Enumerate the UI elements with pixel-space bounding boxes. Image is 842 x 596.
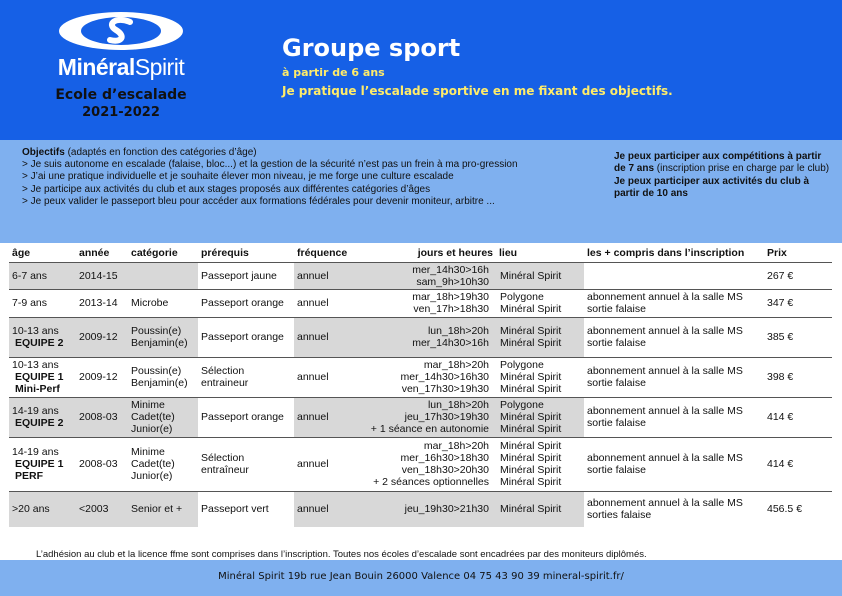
categorie-line: Senior et + xyxy=(131,503,183,516)
cell-plus xyxy=(584,491,764,527)
plus-line: abonnement annuel à la salle MS xyxy=(587,452,743,464)
cell-prerequis xyxy=(198,317,294,357)
plus-line: sorties falaise xyxy=(587,509,652,522)
tagline: Je pratique l’escalade sportive en me fixant des objectifs. xyxy=(282,84,673,98)
cell-age xyxy=(9,491,76,527)
table-row xyxy=(9,437,832,491)
horaires-line: + 2 séances optionnelles xyxy=(373,476,489,488)
prerequis-line: Passeport vert xyxy=(201,503,269,516)
lieu-line: Minéral Spirit xyxy=(500,383,562,395)
logo xyxy=(36,10,206,120)
age-line: 7-9 ans xyxy=(12,297,48,309)
lieu-line: Minéral Spirit xyxy=(500,503,562,516)
categorie-line: Cadet(te) xyxy=(131,411,175,423)
cell-horaires xyxy=(364,437,496,491)
column-header: prérequis xyxy=(198,244,294,262)
cell-annee: 2009-12 xyxy=(76,317,128,357)
lieu-line: Minéral Spirit xyxy=(500,452,562,464)
column-header: fréquence xyxy=(294,244,364,262)
cell-prix: 267 € xyxy=(764,262,832,289)
cell-prix: 456.5 € xyxy=(764,491,832,527)
cell-frequence: annuel xyxy=(294,289,364,317)
cell-horaires xyxy=(364,491,496,527)
competition-notes xyxy=(614,151,834,201)
lieu-line: Minéral Spirit xyxy=(500,325,562,337)
cell-plus xyxy=(584,262,764,289)
age-subtitle: à partir de 6 ans xyxy=(282,66,385,79)
categorie-line: Cadet(te) xyxy=(131,458,175,470)
cell-prerequis xyxy=(198,491,294,527)
horaires-line: mer_14h30>16h xyxy=(412,337,489,349)
cell-annee: 2009-12 xyxy=(76,357,128,397)
cell-annee: 2008-03 xyxy=(76,437,128,491)
cell-annee: 2014-15 xyxy=(76,262,128,289)
plus-line: sortie falaise xyxy=(587,417,646,429)
horaires-line: mer_16h30>18h30 xyxy=(400,452,489,464)
horaires-line: mar_18h>19h30 xyxy=(412,291,489,303)
categorie-line: Poussin(e) xyxy=(131,325,182,337)
cell-lieu xyxy=(496,317,584,357)
table-row xyxy=(9,491,832,527)
footnote: L’adhésion au club et la licence ffme sont comprises dans l’inscription. Toutes nos écoles d’escalade sont encadrées par des moniteurs diplômés. xyxy=(36,549,647,560)
cell-prix: 385 € xyxy=(764,317,832,357)
season-label: 2021-2022 xyxy=(82,105,160,120)
cell-frequence: annuel xyxy=(294,397,364,437)
categorie-line: Benjamin(e) xyxy=(131,377,188,389)
cell-plus xyxy=(584,437,764,491)
horaires-line: + 1 séance en autonomie xyxy=(370,423,489,435)
lieu-line: Minéral Spirit xyxy=(500,476,562,488)
cell-horaires xyxy=(364,317,496,357)
cell-age xyxy=(9,317,76,357)
cell-annee: <2003 xyxy=(76,491,128,527)
table-row xyxy=(9,317,832,357)
prerequis-line: entraîneur xyxy=(201,464,249,476)
prerequis-line: Sélection xyxy=(201,365,245,377)
categorie-line: Junior(e) xyxy=(131,470,173,482)
cell-frequence: annuel xyxy=(294,317,364,357)
horaires-line: lun_18h>20h xyxy=(427,325,489,337)
column-header: jours et heures xyxy=(364,244,496,262)
cell-age xyxy=(9,289,76,317)
cell-plus xyxy=(584,289,764,317)
cell-categorie xyxy=(128,317,198,357)
lieu-line: Minéral Spirit xyxy=(500,423,562,435)
cell-frequence: annuel xyxy=(294,491,364,527)
horaires-line: mar_18h>20h xyxy=(423,359,489,371)
age-line: PERF xyxy=(15,470,44,482)
objective-item: > J’ai une pratique individuelle et je souhaite élever mon niveau, je me forge une culture escalade xyxy=(22,171,454,183)
cell-prerequis xyxy=(198,357,294,397)
categorie-line: Junior(e) xyxy=(131,423,173,435)
prerequis-line: Sélection xyxy=(201,452,245,464)
prerequis-line: Passeport orange xyxy=(201,411,284,423)
horaires-line: mar_18h>20h xyxy=(423,440,489,452)
cell-annee: 2013-14 xyxy=(76,289,128,317)
cell-plus xyxy=(584,317,764,357)
age-line: 10-13 ans xyxy=(12,325,59,337)
brand-name: MinéralSpirit xyxy=(57,54,185,80)
lieu-line: Polygone xyxy=(500,291,544,303)
school-label: Ecole d’escalade xyxy=(55,87,187,103)
age-line: EQUIPE 1 xyxy=(15,371,64,383)
cell-plus xyxy=(584,357,764,397)
cell-categorie xyxy=(128,262,198,289)
age-line: 14-19 ans xyxy=(12,446,59,458)
horaires-line: lun_18h>20h xyxy=(427,399,489,411)
plus-line: sortie falaise xyxy=(587,337,646,349)
prerequis-line: Passeport jaune xyxy=(201,269,277,282)
cell-horaires xyxy=(364,289,496,317)
cell-prix: 414 € xyxy=(764,437,832,491)
age-line: 14-19 ans xyxy=(12,405,59,417)
cell-prix: 398 € xyxy=(764,357,832,397)
column-header: catégorie xyxy=(128,244,198,262)
lieu-line: Minéral Spirit xyxy=(500,411,562,423)
cell-prix: 347 € xyxy=(764,289,832,317)
cell-categorie xyxy=(128,437,198,491)
page-title: Groupe sport xyxy=(282,34,461,62)
lieu-line: Minéral Spirit xyxy=(500,337,562,349)
horaires-line: mer_14h30>16h xyxy=(412,263,489,276)
categorie-line: Microbe xyxy=(131,297,169,309)
cell-prerequis xyxy=(198,437,294,491)
horaires-line: ven_17h30>19h30 xyxy=(401,383,489,395)
pricing-table xyxy=(9,244,832,527)
categorie-line: Minime xyxy=(131,399,165,411)
cell-prerequis xyxy=(198,289,294,317)
prerequis-line: entraineur xyxy=(201,377,249,389)
lieu-line: Polygone xyxy=(500,359,544,371)
objectives-heading: Objectifs (adaptés en fonction des catégories d’âge) xyxy=(22,147,257,158)
cell-lieu xyxy=(496,289,584,317)
table-row xyxy=(9,397,832,437)
activities-note: Je peux participer aux activités du club à partir de 10 ans xyxy=(614,175,810,200)
table-row xyxy=(9,289,832,317)
horaires-line: sam_9h>10h30 xyxy=(416,275,489,288)
cell-lieu xyxy=(496,491,584,527)
lieu-line: Minéral Spirit xyxy=(500,371,562,383)
objective-item: > Je participe aux activités du club et aux stages proposés aux différentes catégories d’âges xyxy=(22,183,431,195)
categorie-line: Benjamin(e) xyxy=(131,337,188,349)
plus-line: abonnement annuel à la salle MS xyxy=(587,497,743,510)
horaires-line: jeu_17h30>19h30 xyxy=(404,411,489,423)
cell-categorie xyxy=(128,397,198,437)
cell-prix: 414 € xyxy=(764,397,832,437)
lieu-line: Minéral Spirit xyxy=(500,440,562,452)
cell-frequence: annuel xyxy=(294,357,364,397)
column-header: lieu xyxy=(496,244,584,262)
age-line: >20 ans xyxy=(12,503,50,516)
prerequis-line: Passeport orange xyxy=(201,331,284,343)
objective-item: > Je suis autonome en escalade (falaise, bloc...) et la gestion de la sécurité n’est pas un frein à ma pro-gression xyxy=(22,159,518,171)
cell-lieu xyxy=(496,397,584,437)
age-line: 6-7 ans xyxy=(12,269,48,282)
lieu-line: Minéral Spirit xyxy=(500,464,562,476)
objectives-list xyxy=(22,147,542,208)
cell-categorie xyxy=(128,491,198,527)
header-banner xyxy=(0,0,842,140)
competition-note: Je peux participer aux compétitions à partir de 7 ans (inscription prise en charge par le club) xyxy=(614,151,830,175)
plus-line: abonnement annuel à la salle MS xyxy=(587,365,743,377)
plus-line: abonnement annuel à la salle MS xyxy=(587,325,743,337)
table-header-row xyxy=(9,244,832,262)
table-row xyxy=(9,262,832,289)
cell-age xyxy=(9,262,76,289)
lieu-line: Minéral Spirit xyxy=(500,303,562,315)
plus-line: sortie falaise xyxy=(587,377,646,389)
cell-annee: 2008-03 xyxy=(76,397,128,437)
plus-line: sortie falaise xyxy=(587,464,646,476)
age-line: EQUIPE 1 xyxy=(15,458,64,470)
horaires-line: jeu_19h30>21h30 xyxy=(404,503,489,516)
lieu-line: Minéral Spirit xyxy=(500,269,562,282)
footer-address: Minéral Spirit 19b rue Jean Bouin 26000 Valence 04 75 43 90 39 mineral-spirit.fr/ xyxy=(0,560,842,596)
age-line: Mini-Perf xyxy=(15,383,60,395)
cell-age xyxy=(9,437,76,491)
cell-horaires xyxy=(364,397,496,437)
age-line: EQUIPE 2 xyxy=(15,417,64,429)
plus-line: abonnement annuel à la salle MS xyxy=(587,291,743,303)
cell-prerequis xyxy=(198,262,294,289)
column-header: les + compris dans l’inscription xyxy=(584,244,764,262)
lieu-line: Polygone xyxy=(500,399,544,411)
objectives-panel xyxy=(0,140,842,243)
plus-line: sortie falaise xyxy=(587,303,646,315)
horaires-line: mer_14h30>16h30 xyxy=(400,371,489,383)
cell-horaires xyxy=(364,262,496,289)
horaires-line: ven_18h30>20h30 xyxy=(401,464,489,476)
mineral-spirit-logo-icon xyxy=(56,10,186,52)
categorie-line: Minime xyxy=(131,446,165,458)
prerequis-line: Passeport orange xyxy=(201,297,284,309)
column-header: âge xyxy=(9,244,76,262)
objective-item: > Je peux valider le passeport bleu pour accéder aux formations fédérales pour devenir moniteur, arbitre ... xyxy=(22,195,495,207)
plus-line: abonnement annuel à la salle MS xyxy=(587,405,743,417)
cell-prerequis xyxy=(198,397,294,437)
table-row xyxy=(9,357,832,397)
cell-frequence: annuel xyxy=(294,262,364,289)
cell-plus xyxy=(584,397,764,437)
age-line: 10-13 ans xyxy=(12,359,59,371)
cell-horaires xyxy=(364,357,496,397)
categorie-line: Poussin(e) xyxy=(131,365,182,377)
cell-categorie xyxy=(128,289,198,317)
cell-categorie xyxy=(128,357,198,397)
age-line: EQUIPE 2 xyxy=(15,337,64,349)
cell-lieu xyxy=(496,437,584,491)
horaires-line: ven_17h>18h30 xyxy=(413,303,489,315)
cell-frequence: annuel xyxy=(294,437,364,491)
column-header: année xyxy=(76,244,128,262)
column-header: Prix xyxy=(764,244,832,262)
cell-age xyxy=(9,357,76,397)
cell-lieu xyxy=(496,357,584,397)
cell-age xyxy=(9,397,76,437)
cell-lieu xyxy=(496,262,584,289)
